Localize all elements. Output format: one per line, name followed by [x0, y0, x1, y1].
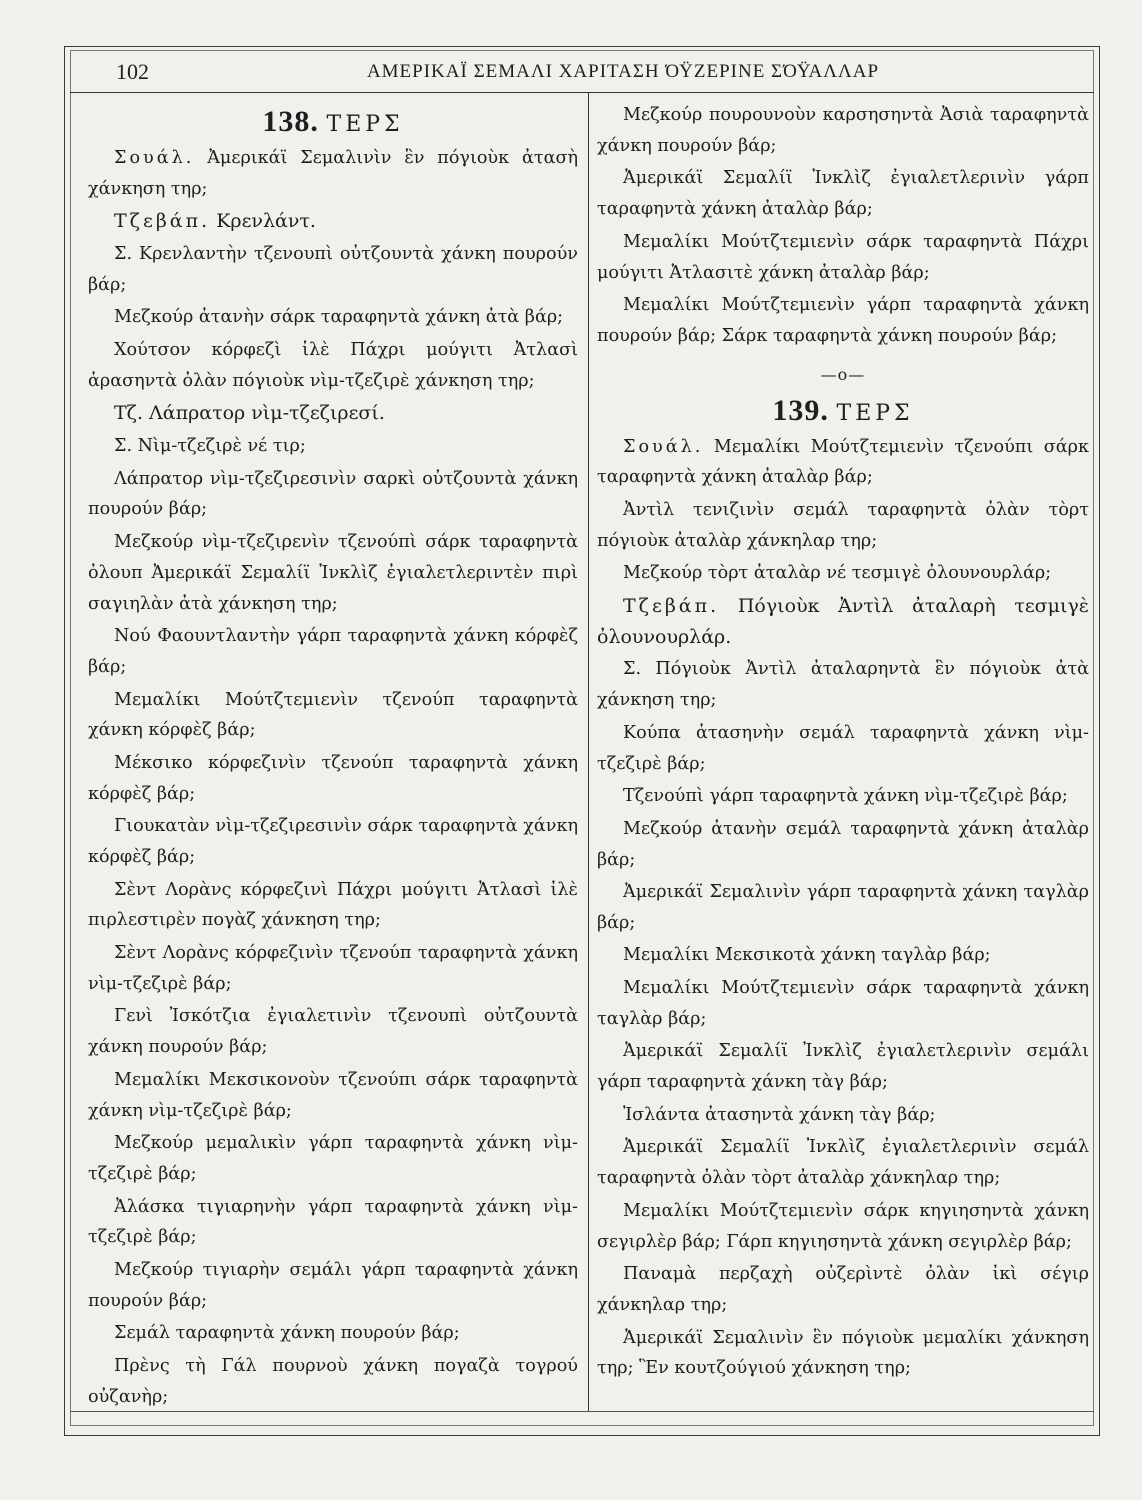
answer	[88, 206, 578, 237]
text-line: Σὲντ Λορὰνς κόρφεζινὶν τζενούπ ταραφηντὰ χάνκη νὶμ-τζεζιρὲ βάρ;	[88, 943, 578, 994]
text-line: Γενὶ Ἰσκότζια ἐγιαλετινὶν τζενουπὶ οὐτζουντὰ χάνκη πουρούν βάρ;	[88, 1006, 578, 1058]
answer-text: Πόγιοὺκ Ἀντὶλ ἀταλαρὴ τεσμιγὲ ὀλουνουρλάρ.	[597, 594, 1089, 648]
text-line: Ἀμερικάϊ Σεμαλίϊ Ἰνκλὶζ ἐγιαλετλερινὶν σεμάλ ταραφηντὰ ὀλὰν τὸρτ ἀταλὰρ χάνκηλαρ τηρ;	[597, 1137, 1089, 1189]
text-line: Μεμαλίκι Μούτζτεμιενὶν σάρκ ταραφηντὰ χάνκη ταγλὰρ βάρ;	[597, 978, 1089, 1029]
lesson-number: 139.	[772, 393, 829, 427]
text-line: Μεζκούρ νὶμ-τζεζιρενὶν τζενούπὶ σάρκ ταραφηντὰ ὀλουπ Ἀμερικάϊ Σεμαλίϊ Ἰνκλὶζ ἐγιαλετλεριντὲν πιρὶ σαγιηλὰν ἀτὰ χάνκηση τηρ;	[88, 531, 578, 614]
question-text: Ἀμερικάϊ Σεμαλινὶν ἓν πόγιοὺκ ἀτασὴ χάνκηση τηρ;	[88, 148, 578, 199]
text-line: Μεζκούρ πουρουνοὺν καρσησηντὰ Ἀσιὰ ταραφηντὰ χάνκη πουρούν βάρ;	[597, 105, 1089, 156]
text-line: Μεμαλίκι Μούτζτεμιενὶν τζενούπ ταραφηντὰ χάνκη κόρφὲζ βάρ;	[88, 689, 578, 741]
text-line: Σεμάλ ταραφηντὰ χάνκη πουρούν βάρ;	[114, 1323, 460, 1344]
question-label: Σουάλ.	[114, 148, 195, 168]
page-header	[90, 52, 1080, 92]
text-line: Σ. Κρενλαντὴν τζενουπὶ οὐτζουντὰ χάνκη πουρούν βάρ;	[88, 243, 578, 295]
answer-label: Τζεβάπ.	[114, 210, 211, 233]
text-line: Ἀμερικάϊ Σεμαλινὶν ἓν πόγιοὺκ μεμαλίκι χάνκηση τηρ; Ἓν κουτζούγιού χάνκηση τηρ;	[597, 1327, 1089, 1379]
running-title: ΑΜΕΡΙΚΑΪ ΣΕΜΑΛΙ ΧΑΡΙΤΑΣΗ ΌΫΖΕΡΙΝΕ ΣΌΫΑΛΛΑΡ	[366, 61, 880, 82]
text-line: Μεμαλίκι Μούτζτεμιενὶν σάρκ κηγιησηντὰ χάνκη σεγιρλὲρ βάρ; Γάρπ κηγιησηντὰ χάνκη σεγιρλὲρ βάρ;	[597, 1200, 1089, 1252]
section-separator: —ο—	[820, 364, 866, 384]
text-line: Μεμαλίκι Μούτζτεμιενὶν γάρπ ταραφηντὰ χάνκη πουρούν βάρ; Σάρκ ταραφηντὰ χάνκη πουρούν βάρ;	[597, 295, 1089, 346]
text-line: Τζενούπὶ γάρπ ταραφηντὰ χάνκη νὶμ-τζεζιρὲ βάρ;	[623, 786, 1068, 807]
question-label: Σουάλ.	[623, 436, 704, 457]
lesson-number: 138.	[262, 105, 319, 138]
text-line: Ἀμερικάϊ Σεμαλίϊ Ἰνκλὶζ ἐγιαλετλερινὶν σεμάλι γάρπ ταραφηντὰ χάνκη τὰγ βάρ;	[597, 1041, 1089, 1093]
lesson-138-heading	[88, 106, 578, 141]
text-line: Ἀμερικάϊ Σεμαλίϊ Ἰνκλὶζ ἐγιαλετλερινὶν γάρπ ταραφηντὰ χάνκη ἀταλὰρ βάρ;	[597, 168, 1089, 220]
text-line: Μεμαλίκι Μεκσικονοὺν τζενούπι σάρκ ταραφηντὰ χάνκη νὶμ-τζεζιρὲ βάρ;	[88, 1069, 578, 1121]
text-line: Μεμαλίκι Μεκσικοτὰ χάνκη ταγλὰρ βάρ;	[623, 945, 991, 966]
text-line: Κούπα ἀτασηνὴν σεμάλ ταραφηντὰ χάνκη νὶμ-τζεζιρὲ βάρ;	[597, 722, 1089, 774]
text-line: Ἀμερικάϊ Σεμαλινὶν γάρπ ταραφηντὰ χάνκη ταγλὰρ βάρ;	[597, 882, 1089, 933]
text-line: Μεζκούρ ἀτανὴν σάρκ ταραφηντὰ χάνκη ἀτὰ βάρ;	[114, 307, 564, 328]
answer	[597, 591, 1089, 653]
answer-text: Κρενλάντ.	[216, 210, 316, 233]
header-rule	[70, 92, 1094, 93]
question	[88, 143, 578, 205]
text-line: Μέκσικο κόρφεζινὶν τζενούπ ταραφηντὰ χάνκη κόρφὲζ βάρ;	[88, 752, 578, 804]
lesson-139-heading	[597, 395, 1089, 430]
lesson-label: ΤΕΡΣ	[326, 112, 404, 137]
text-line: Σ. Πόγιοὺκ Ἀντὶλ ἀταλαρηντὰ ἓν πόγιοὺκ ἀτὰ χάνκηση τηρ;	[597, 659, 1089, 711]
answer: Τζ. Λάπρατορ νὶμ-τζεζιρεσί.	[114, 402, 385, 425]
text-line: Μεμαλίκι Μούτζτεμιενὶν σάρκ ταραφηντὰ Πάχρι μούγιτι Ἀτλασιτὲ χάνκη ἀταλὰρ βάρ;	[597, 231, 1089, 283]
text-line: Παναμὰ περζαχὴ οὐζερὶντὲ ὀλὰν ἰκὶ σέγιρ χάνκηλαρ τηρ;	[597, 1264, 1089, 1316]
lesson-label: ΤΕΡΣ	[836, 400, 914, 426]
question	[597, 432, 1089, 494]
text-line: Ἀλάσκα τιγιαρηνὴν γάρπ ταραφηντὰ χάνκη νὶμ-τζεζιρὲ βάρ;	[88, 1196, 578, 1248]
column-divider	[588, 93, 589, 1411]
page-number: 102	[116, 59, 149, 84]
right-column	[597, 100, 1089, 1386]
text-line: Ἰσλάντα ἀτασηντὰ χάνκη τὰγ βάρ;	[623, 1104, 936, 1125]
text-line: Σὲντ Λορὰνς κόρφεζινὶ Πάχρι μούγιτι Ἀτλασὶ ἰλὲ πιρλεστιρὲν πογὰζ χάνκηση τηρ;	[88, 879, 578, 931]
text-line: Μεζκούρ ἀτανὴν σεμάλ ταραφηντὰ χάνκη ἀταλὰρ βάρ;	[597, 818, 1089, 870]
text-line: Σ. Νὶμ-τζεζιρὲ νέ τιρ;	[114, 435, 306, 456]
text-line: Μεζκούρ μεμαλικὶν γάρπ ταραφηντὰ χάνκη νὶμ-τζεζιρὲ βάρ;	[88, 1133, 578, 1185]
text-line: Νού Φαουντλαντὴν γάρπ ταραφηντὰ χάνκη κόρφὲζ βάρ;	[88, 626, 578, 677]
text-line: Γιουκατὰν νὶμ-τζεζιρεσινὶν σάρκ ταραφηντὰ χάνκη κόρφὲζ βάρ;	[88, 816, 578, 868]
answer-label: Τζεβάπ.	[623, 594, 720, 617]
text-line: Μεζκούρ τὸρτ ἀταλὰρ νέ τεσμιγὲ ὀλουνουρλάρ;	[623, 563, 1052, 584]
question-text: Μεμαλίκι Μούτζτεμιενὶν τζενούπι σάρκ ταραφηντὰ χάνκη ἀταλὰρ βάρ;	[597, 436, 1089, 488]
text-line: Ἀντὶλ τενιζινὶν σεμάλ ταραφηντὰ ὀλὰν τὸρτ πόγιοὺκ ἀταλὰρ χάνκηλαρ τηρ;	[597, 499, 1089, 551]
left-column	[88, 100, 578, 1414]
text-line: Λάπρατορ νὶμ-τζεζιρεσινὶν σαρκὶ οὐτζουντὰ χάνκη πουρούν βάρ;	[88, 468, 578, 520]
text-line: Χούτσον κόρφεζὶ ἰλὲ Πάχρι μούγιτι Ἀτλασὶ ἀρασηντὰ ὀλὰν πόγιοὺκ νὶμ-τζεζιρὲ χάνκηση τηρ;	[88, 339, 578, 391]
text-line: Μεζκούρ τιγιαρὴν σεμάλι γάρπ ταραφηντὰ χάνκη πουρούν βάρ;	[88, 1260, 578, 1311]
text-line: Πρὲνς τὴ Γάλ πουρνοὺ χάνκη πογαζὰ τογρού οὐζανὴρ;	[88, 1356, 578, 1407]
